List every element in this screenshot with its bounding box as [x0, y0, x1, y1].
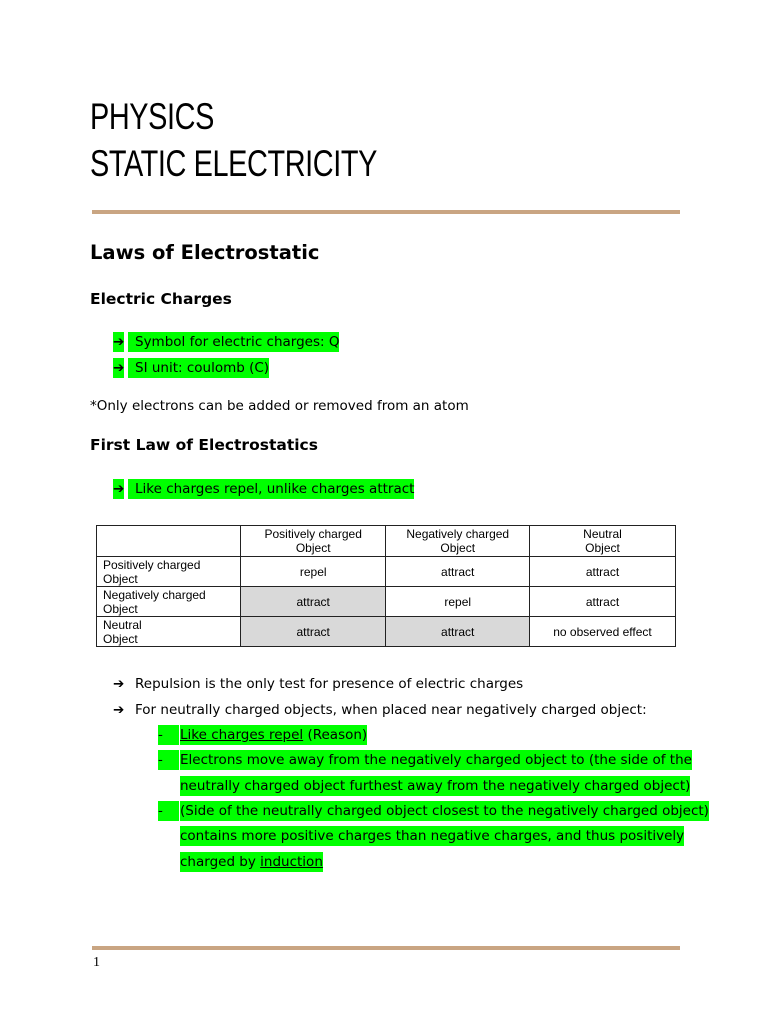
row-header: Neutral Object: [97, 617, 241, 647]
side-line3-prefix: charged by: [180, 854, 261, 870]
bullet-symbol: Symbol for electric charges: Q: [128, 332, 339, 352]
bullet-neutral-objects: For neutrally charged objects, when placed near negatively charged object:: [135, 702, 647, 718]
sub-bullet-reason: [180, 725, 367, 745]
dash-bullet: -: [158, 750, 179, 770]
section-heading: Laws of Electrostatic: [90, 241, 320, 264]
table-cell: attract: [386, 557, 530, 587]
table-cell: attract: [386, 617, 530, 647]
charge-interaction-table: [96, 525, 676, 647]
footer-divider: [92, 946, 680, 950]
table-cell: attract: [240, 587, 386, 617]
column-header: Positively charged Object: [240, 526, 386, 557]
row-header: Positively charged Object: [97, 557, 241, 587]
sub-bullet-electrons-line1: Electrons move away from the negatively charged object to (the side of the: [180, 752, 692, 768]
first-law-heading: First Law of Electrostatics: [90, 436, 318, 454]
sub-bullet-side-line3: [180, 852, 323, 872]
bullet-si-unit: SI unit: coulomb (C): [128, 358, 269, 378]
bullet-arrow-icon: ➔: [113, 360, 125, 376]
sub-bullet-side-line2: contains more positive charges than negative charges, and thus positively: [180, 828, 685, 844]
electric-charges-heading: Electric Charges: [90, 290, 232, 308]
table-row: [97, 617, 676, 647]
bullet-arrow-icon: ➔: [113, 481, 125, 497]
page-title: PHYSICS: [90, 96, 214, 137]
reason-suffix: (Reason): [303, 727, 368, 743]
sub-bullet-side-line1: (Side of the neutrally charged object closest to the negatively charged object): [180, 803, 709, 819]
table-row: [97, 557, 676, 587]
table-cell: repel: [240, 557, 386, 587]
table-row: [97, 587, 676, 617]
table-corner-cell: [97, 526, 241, 557]
table-header-row: [97, 526, 676, 557]
table-cell: no observed effect: [530, 617, 676, 647]
bullet-arrow-icon: ➔: [113, 702, 125, 718]
dash-bullet: -: [158, 725, 179, 745]
page-number: 1: [93, 955, 100, 970]
row-header: Negatively charged Object: [97, 587, 241, 617]
table-cell: attract: [530, 557, 676, 587]
column-header: Neutral Object: [530, 526, 676, 557]
electrons-note: *Only electrons can be added or removed from an atom: [90, 398, 469, 414]
bullet-arrow-icon: ➔: [113, 334, 125, 350]
reason-underlined: Like charges repel: [180, 727, 304, 743]
dash-bullet: -: [158, 801, 179, 821]
induction-link: induction: [260, 854, 323, 870]
bullet-repulsion: Repulsion is the only test for presence of electric charges: [135, 676, 524, 692]
table-cell: attract: [240, 617, 386, 647]
bullet-first-law: Like charges repel, unlike charges attract: [128, 479, 414, 499]
sub-bullet-electrons-line2: neutrally charged object furthest away from the negatively charged object): [180, 778, 691, 794]
page-subtitle: STATIC ELECTRICITY: [90, 143, 377, 184]
table-cell: repel: [386, 587, 530, 617]
table-cell: attract: [530, 587, 676, 617]
bullet-arrow-icon: ➔: [113, 676, 125, 692]
header-divider: [92, 210, 680, 214]
column-header: Negatively charged Object: [386, 526, 530, 557]
